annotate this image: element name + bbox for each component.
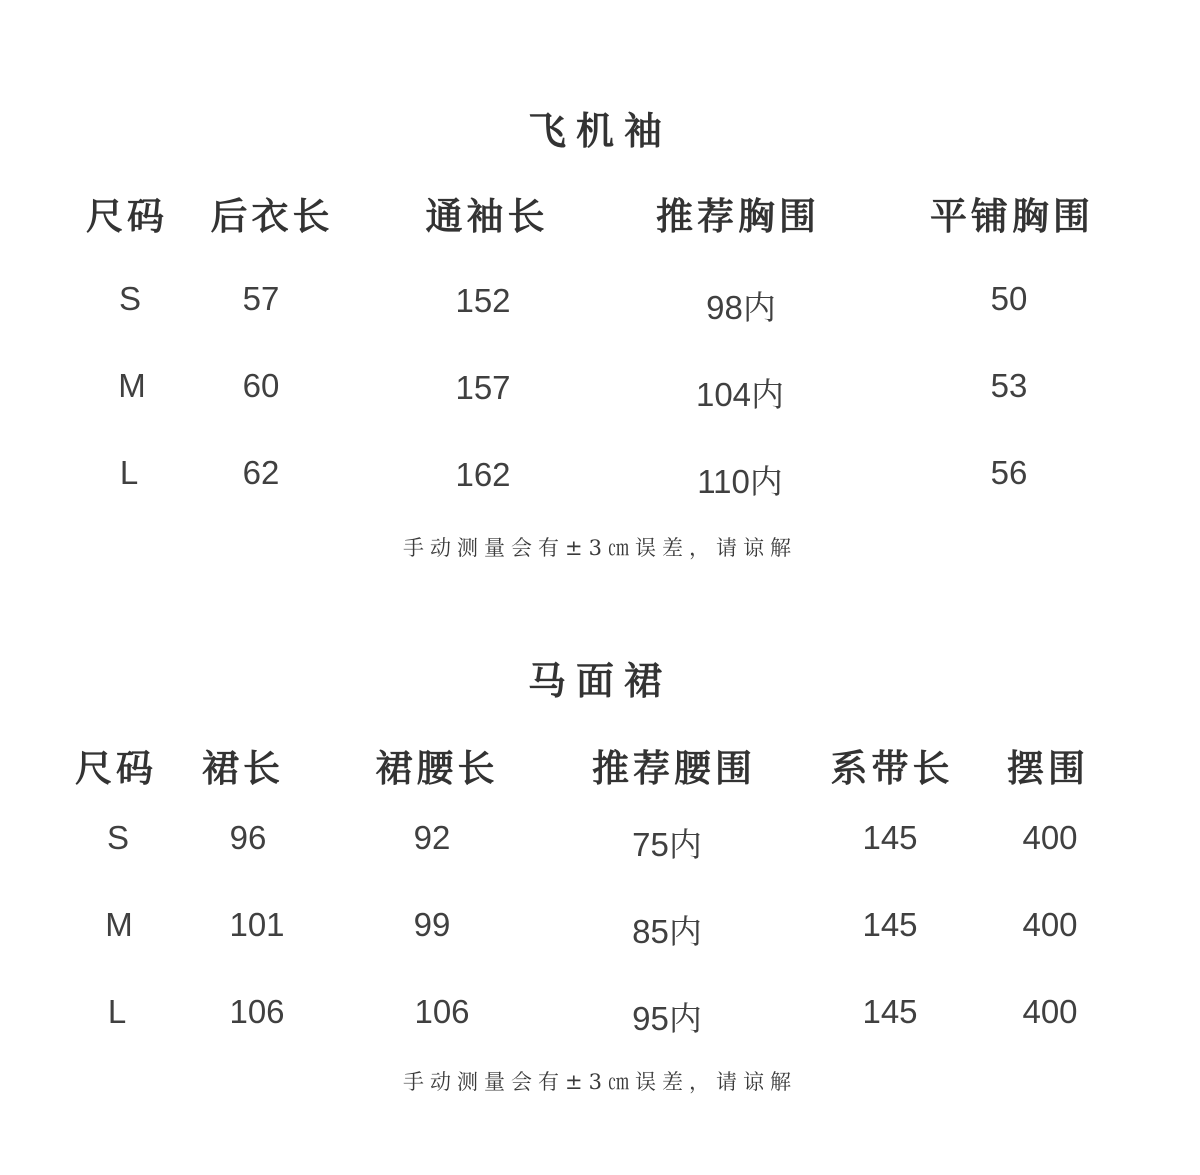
skirt-title: 马面裙 (527, 658, 672, 703)
table-row-cell: 92 (413, 819, 451, 856)
skirt-header-waistband-length: 裙腰长 (375, 746, 499, 790)
skirt-header-hem: 摆围 (1007, 746, 1089, 790)
table-row-cell: L (119, 454, 139, 491)
sleeve-header-back-length: 后衣长 (210, 194, 334, 238)
skirt-header-skirt-length: 裙长 (202, 746, 284, 790)
table-row-cell: 110内 (697, 463, 783, 500)
table-row-cell: 104内 (695, 376, 785, 413)
table-row-cell: 95内 (632, 1000, 702, 1037)
table-row-cell: 96 (229, 819, 267, 856)
table-row-cell: S (106, 819, 130, 856)
table-row-cell: 98内 (706, 289, 776, 326)
table-row-cell: 145 (862, 993, 918, 1030)
table-row-cell: 50 (990, 280, 1028, 317)
skirt-header-tie-length: 系带长 (830, 746, 954, 790)
table-row-cell: 85内 (632, 913, 702, 950)
table-row-cell: 62 (242, 454, 280, 491)
table-row-cell: 106 (229, 993, 285, 1030)
sleeve-title: 飞机袖 (527, 108, 672, 153)
table-row-cell: 157 (455, 369, 511, 406)
skirt-measurement-note: 手动测量会有±3㎝误差，请谅解 (403, 1070, 797, 1094)
table-row-cell: 60 (242, 367, 280, 404)
sleeve-measurement-note: 手动测量会有±3㎝误差，请谅解 (403, 536, 797, 560)
skirt-header-recommended-waist: 推荐腰围 (592, 746, 756, 790)
skirt-header-size: 尺码 (75, 746, 157, 790)
table-row-cell: 106 (414, 993, 470, 1030)
table-row-cell: 53 (990, 367, 1028, 404)
table-row-cell: 101 (229, 906, 285, 943)
table-row-cell: 145 (862, 906, 918, 943)
table-row-cell: M (105, 906, 133, 943)
table-row-cell: 162 (455, 456, 511, 493)
table-row-cell: 400 (1022, 906, 1078, 943)
sleeve-header-flat-bust: 平铺胸围 (930, 194, 1094, 238)
table-row-cell: M (118, 367, 146, 404)
table-row-cell: S (118, 280, 142, 317)
table-row-cell: 400 (1022, 819, 1078, 856)
table-row-cell: 145 (862, 819, 918, 856)
table-row-cell: 152 (455, 282, 511, 319)
sleeve-header-recommended-bust: 推荐胸围 (656, 194, 820, 238)
sleeve-header-sleeve-length: 通袖长 (425, 194, 549, 238)
table-row-cell: L (107, 993, 127, 1030)
sleeve-header-size: 尺码 (86, 194, 168, 238)
table-row-cell: 400 (1022, 993, 1078, 1030)
table-row-cell: 75内 (632, 826, 702, 863)
table-row-cell: 57 (242, 280, 280, 317)
table-row-cell: 99 (413, 906, 451, 943)
table-row-cell: 56 (990, 454, 1028, 491)
